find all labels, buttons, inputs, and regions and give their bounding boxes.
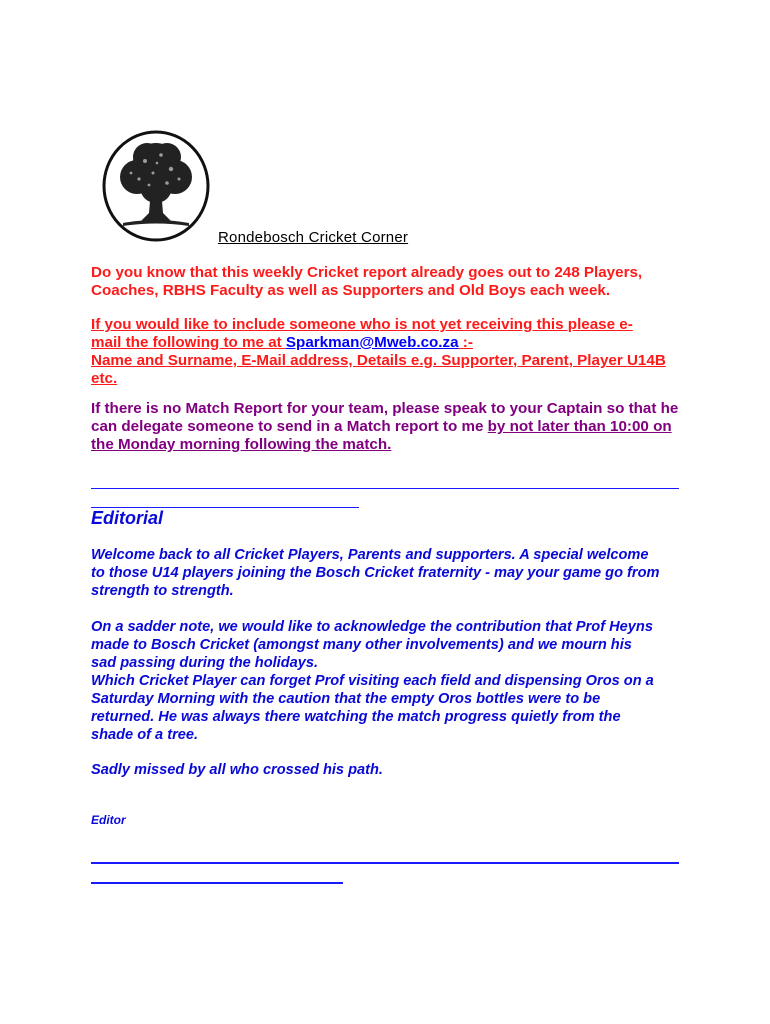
editor-signoff: Editor — [91, 813, 126, 827]
intro-paragraph — [91, 264, 691, 300]
tribute-line: sad passing during the holidays. — [91, 655, 319, 671]
match-line: If there is no Match Report for your team, please speak to your Captain so that he — [91, 400, 679, 417]
tribute-line: shade of a tree. — [91, 727, 199, 743]
match-report-paragraph — [91, 400, 691, 454]
tribute-paragraph — [91, 618, 691, 744]
welcome-line: to those U14 players joining the Bosch Cricket fraternity - may your game go from — [91, 565, 660, 581]
include-line — [91, 334, 691, 352]
welcome-line: strength to strength. — [91, 583, 234, 599]
tree-logo-icon — [101, 129, 211, 243]
match-line-prefix: can delegate someone to send in a Match report to me — [91, 418, 488, 435]
email-link[interactable]: Sparkman@Mweb.co.za — [285, 334, 459, 351]
divider-line — [91, 488, 679, 489]
tribute-line: On a sadder note, we would like to acknowledge the contribution that Prof Heyns — [91, 619, 653, 635]
include-line: Name and Surname, E-Mail address, Details e.g. Supporter, Parent, Player U14B — [91, 352, 666, 369]
include-line: etc. — [91, 370, 118, 387]
footer-divider-line — [91, 882, 343, 884]
welcome-paragraph — [91, 546, 691, 600]
tribute-line: returned. He was always there watching the match progress quietly from the — [91, 709, 621, 725]
include-paragraph — [91, 316, 691, 388]
editorial-heading: Editorial — [91, 508, 164, 528]
tribute-line: Saturday Morning with the caution that the empty Oros bottles were to be — [91, 691, 601, 707]
welcome-line: Welcome back to all Cricket Players, Parents and supporters. A special welcome — [91, 547, 649, 563]
intro-line: Coaches, RBHS Faculty as well as Supporters and Old Boys each week. — [91, 282, 611, 299]
match-line — [91, 418, 691, 436]
missed-paragraph: Sadly missed by all who crossed his path. — [91, 762, 383, 778]
deadline-text: by not later than 10:00 on — [487, 418, 672, 435]
include-line-prefix: mail the following to me at — [91, 334, 286, 351]
tribute-line: Which Cricket Player can forget Prof visiting each field and dispensing Oros on a — [91, 673, 654, 689]
intro-line: Do you know that this weekly Cricket report already goes out to 248 Players, — [91, 264, 643, 281]
match-line: the Monday morning following the match. — [91, 436, 392, 453]
tribute-line: made to Bosch Cricket (amongst many other involvements) and we mourn his — [91, 637, 632, 653]
include-line-suffix: :- — [458, 334, 473, 351]
page-title: Rondebosch Cricket Corner — [218, 229, 409, 246]
include-line: If you would like to include someone who is not yet receiving this please e- — [91, 316, 633, 333]
footer-divider-line — [91, 862, 679, 864]
